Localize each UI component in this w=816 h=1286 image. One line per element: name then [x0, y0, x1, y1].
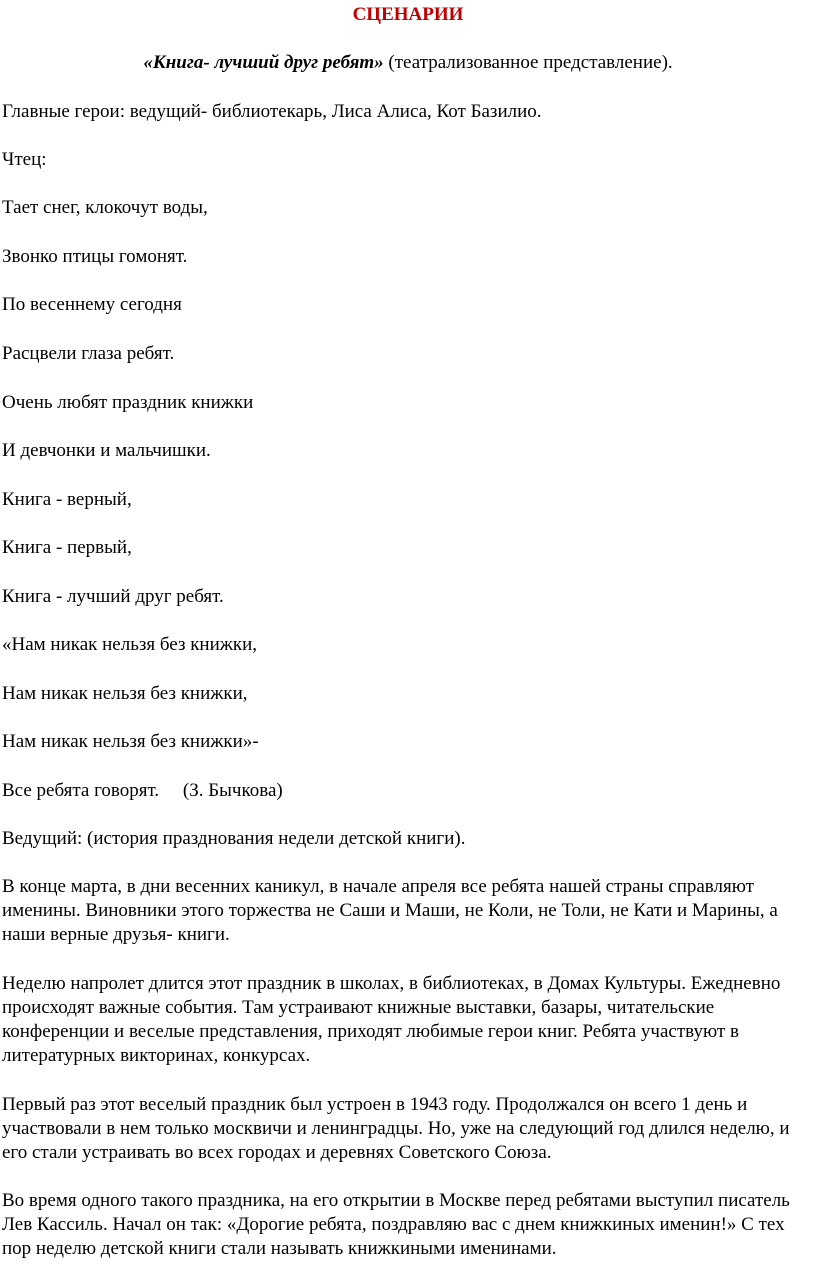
paragraph: Неделю напролет длится этот праздник в школах, в библиотеках, в Домах Культуры. Ежедневно происходят важные события. Там устраивают книжные выставки, базары, читательские конференции и веселые представления, приходят любимые герои книг. Ребята участвуют в литературных викторинах, конкурсах. [2, 973, 781, 1066]
subtitle-description: (театрализованное представление). [383, 52, 673, 73]
poem-line: Звонко птицы гомонят. [2, 246, 188, 267]
poem-line-attribution: Все ребята говорят. (З. Бычкова) [2, 780, 283, 801]
poem-line: «Нам никак нельзя без книжки, [2, 634, 258, 655]
poem-line: И девчонки и мальчишки. [2, 440, 211, 461]
poem-line: Очень любят праздник книжки [2, 392, 254, 413]
reader-label: Чтец: [2, 149, 47, 170]
document-title: СЦЕНАРИИ [352, 4, 464, 25]
poem-line: Нам никак нельзя без книжки, [2, 683, 248, 704]
paragraph: Первый раз этот веселый праздник был устроен в 1943 году. Продолжался он всего 1 день и участвовали в нем только москвичи и ленинградцы. Но, уже на следующий год длился неделю, и его стали устраивать во всех городах и деревнях Советского Союза. [2, 1094, 790, 1163]
poem-line: Книга - верный, [2, 489, 132, 510]
paragraph: В конце марта, в дни весенних каникул, в начале апреля все ребята нашей страны справляют именины. Виновники этого торжества не Саши и Маши, не Коли, не Толи, не Кати и Марины, а наши верные друзья- книги. [2, 876, 778, 945]
subtitle-play-name: «Книга- лучший друг ребят» [143, 52, 384, 73]
host-line: Ведущий: (история празднования недели детской книги). [2, 828, 466, 849]
poem-line: Тает снег, клокочут воды, [2, 197, 208, 218]
poem-line: Нам никак нельзя без книжки»- [2, 731, 259, 752]
poem-line: Расцвели глаза ребят. [2, 343, 175, 364]
poem-line: Книга - лучший друг ребят. [2, 586, 224, 607]
document-subtitle [0, 52, 816, 74]
paragraph: Во время одного такого праздника, на его открытии в Москве перед ребятами выступил писатель Лев Кассиль. Начал он так: «Дорогие ребята, поздравляю вас с днем книжкиных именин!» С тех пор неделю детской книги стали называть книжкиными именинами. [2, 1190, 790, 1259]
characters-line: Главные герои: ведущий- библиотекарь, Лиса Алиса, Кот Базилио. [2, 101, 542, 122]
poem-line: По весеннему сегодня [2, 294, 182, 315]
poem-line: Книга - первый, [2, 537, 132, 558]
